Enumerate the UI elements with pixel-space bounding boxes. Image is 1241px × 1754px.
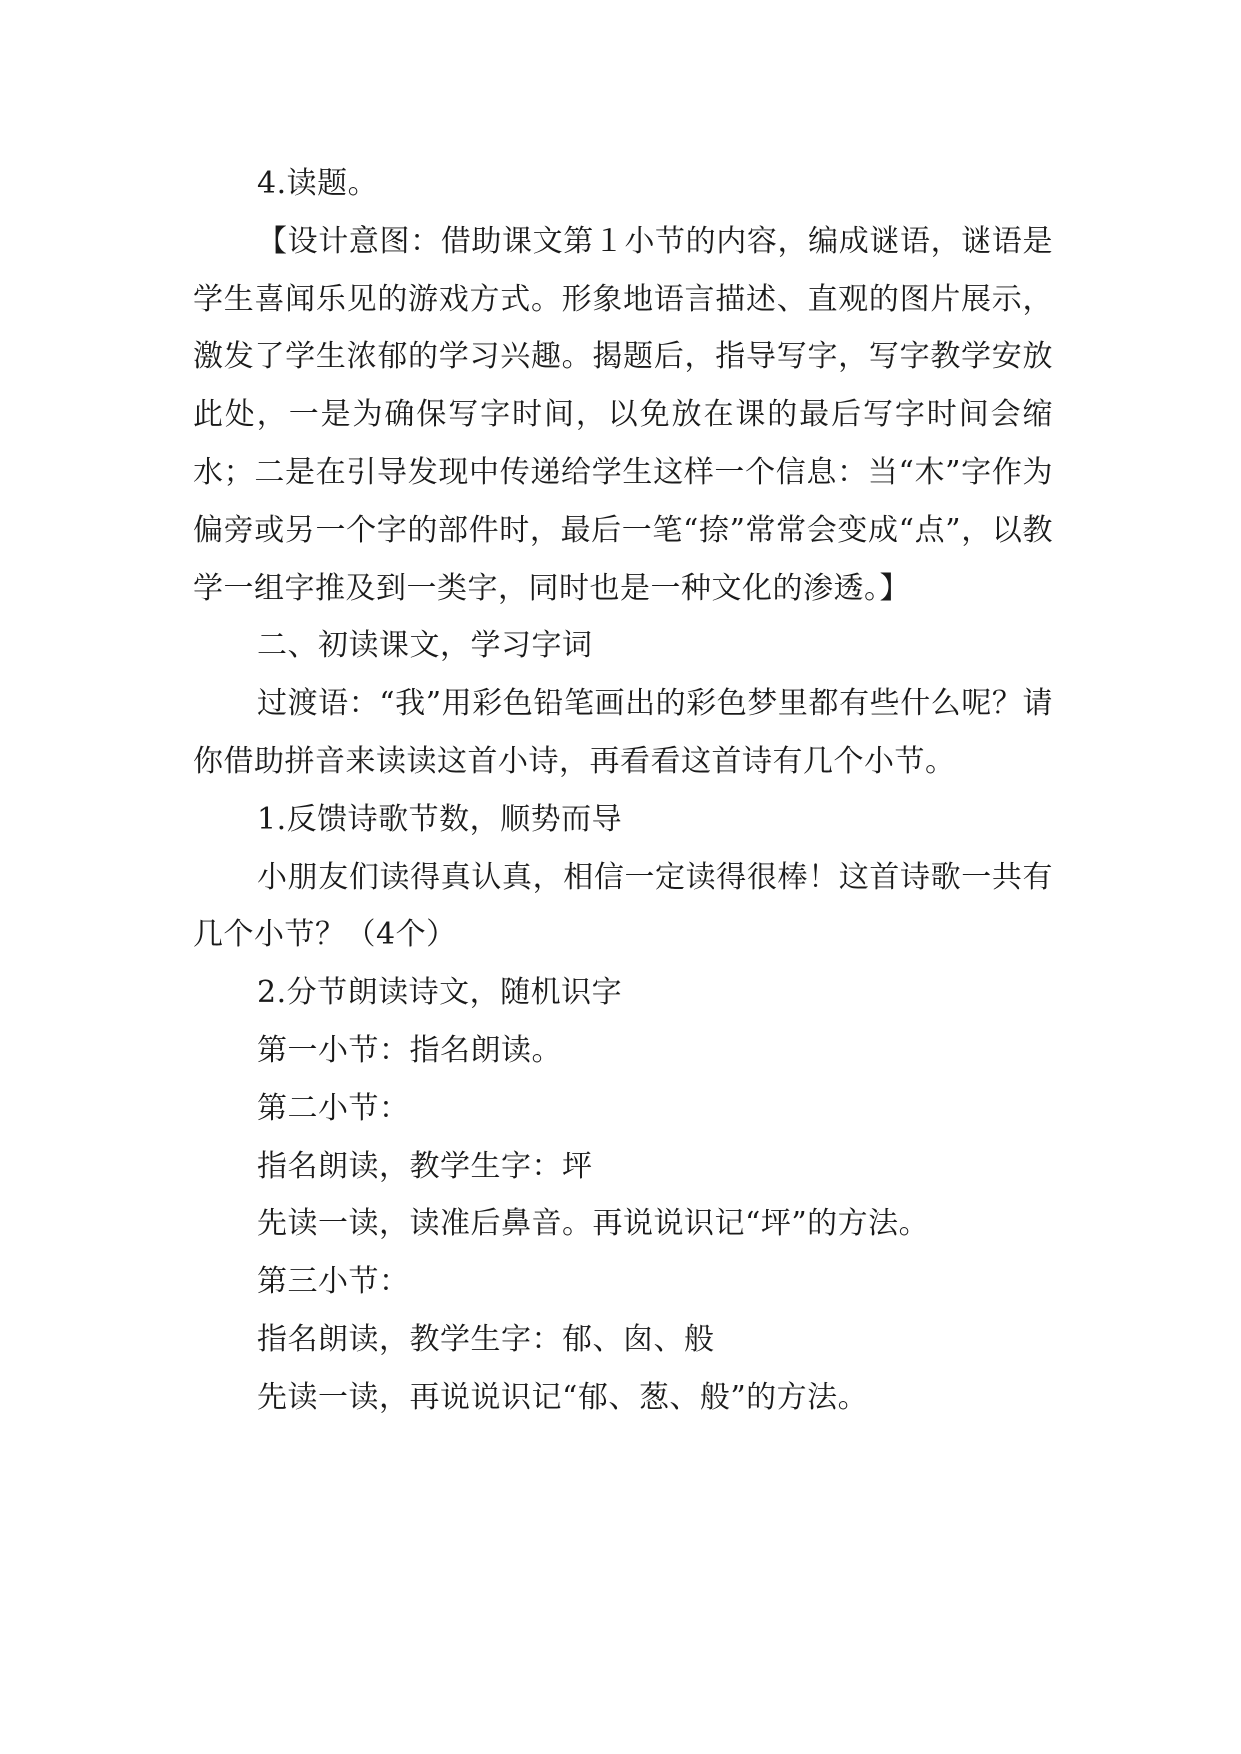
step-heading-2: 2.分节朗读诗文，随机识字 [257, 975, 623, 1011]
paragraph-design-intent: 【设计意图：借助课文第１小节的内容，编成谜语，谜语是学生喜闻乐见的游戏方式。形象地语言描述、直观的图片展示，激发了学生浓郁的学习兴趣。揭题后，指导写字，写字教学安放此处，一是为确保写字时间，以免放在课的最后写字时间会缩水；二是在引导发现中传递给学生这样一个信息：当“木”字作为偏旁或另一个字的部件时，最后一笔“捺”常常会变成“点”，以教学一组字推及到一类字，同时也是一种文化的渗透。】 [193, 223, 1053, 606]
paragraph-stanza-3-heading: 第三小节： [257, 1264, 410, 1300]
paragraph-question: 小朋友们读得真认真，相信一定读得很棒！这首诗歌一共有几个小节？（4个） [193, 859, 1053, 953]
paragraph-stanza-1: 第一小节：指名朗读。 [257, 1032, 562, 1068]
paragraph-stanza-2-chars: 指名朗读，教学生字：坪 [257, 1148, 593, 1184]
paragraph-transition: 过渡语：“我”用彩色铅笔画出的彩色梦里都有些什么呢？请你借助拼音来读读这首小诗，再看看这首诗有几个小节。 [193, 686, 1053, 779]
step-heading-1: 1.反馈诗歌节数，顺势而导 [257, 801, 623, 837]
document-body [193, 155, 1053, 1427]
paragraph-stanza-2-method: 先读一读，读准后鼻音。再说说识记“坪”的方法。 [257, 1206, 930, 1242]
section-heading: 二、初读课文，学习字词 [257, 628, 593, 664]
paragraph-stanza-2-heading: 第二小节： [257, 1090, 410, 1126]
paragraph-stanza-3-method: 先读一读，再说说识记“郁、葱、般”的方法。 [257, 1379, 869, 1415]
paragraph-stanza-3-chars: 指名朗读，教学生字：郁、囱、般 [257, 1321, 715, 1357]
paragraph-read-title: 4.读题。 [257, 166, 379, 201]
